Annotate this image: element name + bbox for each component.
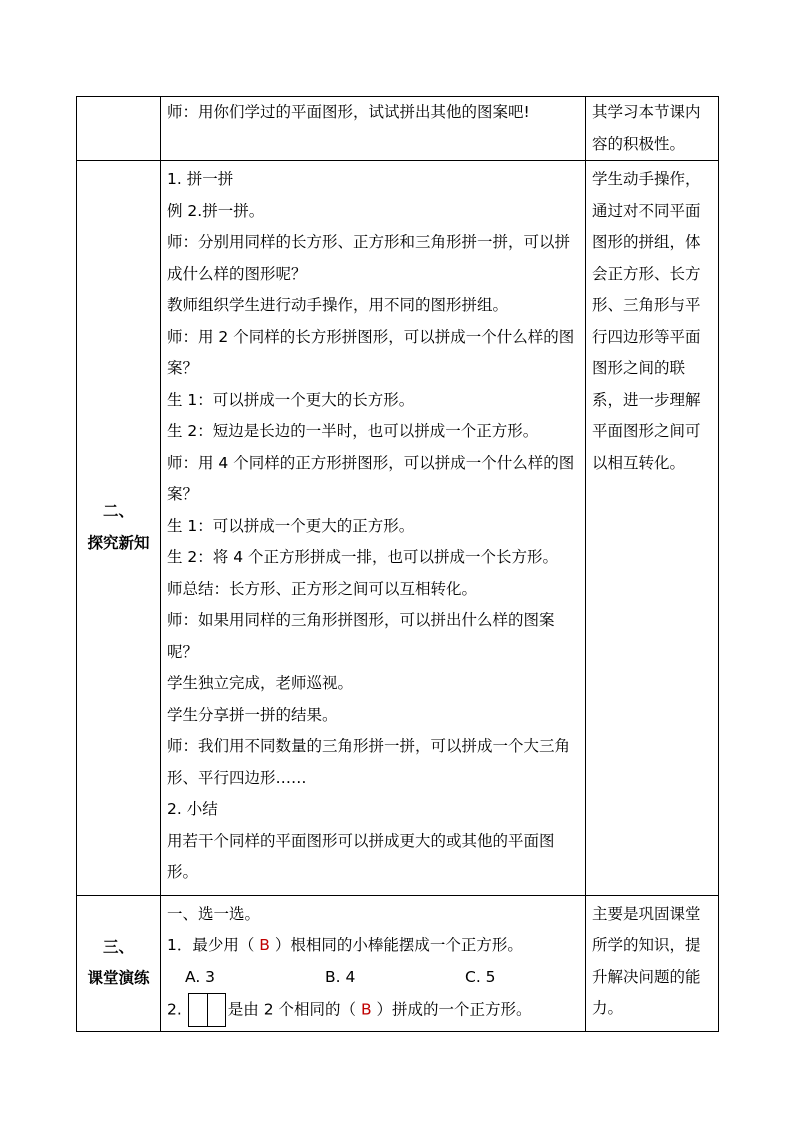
lesson-plan-table: [76, 96, 719, 1032]
content-line: 师：用 4 个同样的正方形拼图形，可以拼成一个什么样的图案？: [167, 453, 575, 503]
content-cell: [161, 895, 586, 1032]
answer-options: [167, 962, 579, 994]
content-line: 师：用 2 个同样的长方形拼图形，可以拼成一个什么样的图案？: [167, 327, 575, 377]
question-text: 1．最少用（: [167, 936, 260, 954]
content-cell: [161, 97, 586, 161]
design-note: 学生动手操作，通过对不同平面图形的拼组，体会正方形、长方形、三角形与平行四边形等平面图形之间的联系，进一步理解平面图形之间可以相互转化。: [586, 161, 719, 896]
design-note: 其学习本节课内容的积极性。: [586, 97, 719, 161]
stage-cell: [77, 97, 161, 161]
content-line: 生 1：可以拼成一个更大的长方形。: [167, 390, 415, 409]
stage-title: 课堂演练: [87, 969, 150, 988]
stage-cell: [77, 895, 161, 1032]
content-line: 生 2：短边是长边的一半时，也可以拼成一个正方形。: [167, 422, 539, 440]
two-rectangles-square-figure: [188, 993, 226, 1027]
content-cell: [161, 161, 586, 896]
option-a: A. 3: [185, 967, 216, 986]
design-note: 主要是巩固课堂所学的知识，提升解决问题的能力。: [586, 895, 719, 1032]
stage-number: 三、: [102, 937, 134, 956]
question-number: 2.: [167, 1000, 182, 1019]
content-line: 师：如果用同样的三角形拼图形，可以拼出什么样的图案呢？: [167, 611, 555, 661]
stage-title: 探究新知: [87, 533, 150, 552]
question-2: [167, 993, 579, 1027]
answer-mark: B: [360, 1000, 372, 1019]
section-title: 一、选一选。: [167, 904, 261, 923]
content-line: 生 2：将 4 个正方形拼成一排，也可以拼成一个长方形。: [167, 548, 559, 566]
question-text: ）根相同的小棒能摆成一个正方形。: [269, 936, 523, 954]
question-text: ）拼成的一个正方形。: [371, 1000, 532, 1019]
table-row: [77, 895, 719, 1032]
question-1: [167, 930, 579, 962]
option-b: B. 4: [325, 967, 356, 986]
answer-mark: B: [259, 936, 270, 954]
table-row: [77, 97, 719, 161]
content-line: 师：分别用同样的长方形、正方形和三角形拼一拼，可以拼成什么样的图形呢？: [167, 233, 571, 283]
option-c: C. 5: [465, 967, 496, 986]
content-line: 师：我们用不同数量的三角形拼一拼，可以拼成一个大三角形、平行四边形……: [167, 737, 571, 787]
table-row: [77, 161, 719, 896]
content-line: 学生分享拼一拼的结果。: [167, 705, 338, 724]
content-line: 学生独立完成，老师巡视。: [167, 674, 354, 692]
content-line: 用若干个同样的平面图形可以拼成更大的或其他的平面图形。: [167, 831, 555, 881]
content-line: 教师组织学生进行动手操作，用不同的图形拼组。: [167, 296, 509, 314]
question-text: 是由 2 个相同的（: [227, 1000, 361, 1019]
content-line: 例 2.拼一拼。: [167, 201, 265, 220]
content-line: 2. 小结: [167, 800, 218, 818]
stage-cell: [77, 161, 161, 896]
content-line: 师：用你们学过的平面图形，试试拼出其他的图案吧!: [167, 103, 530, 121]
content-line: 生 1：可以拼成一个更大的正方形。: [167, 516, 415, 535]
content-line: 1. 拼一拼: [167, 170, 234, 188]
content-line: 师总结：长方形、正方形之间可以互相转化。: [167, 579, 478, 598]
stage-number: 二、: [102, 502, 134, 521]
